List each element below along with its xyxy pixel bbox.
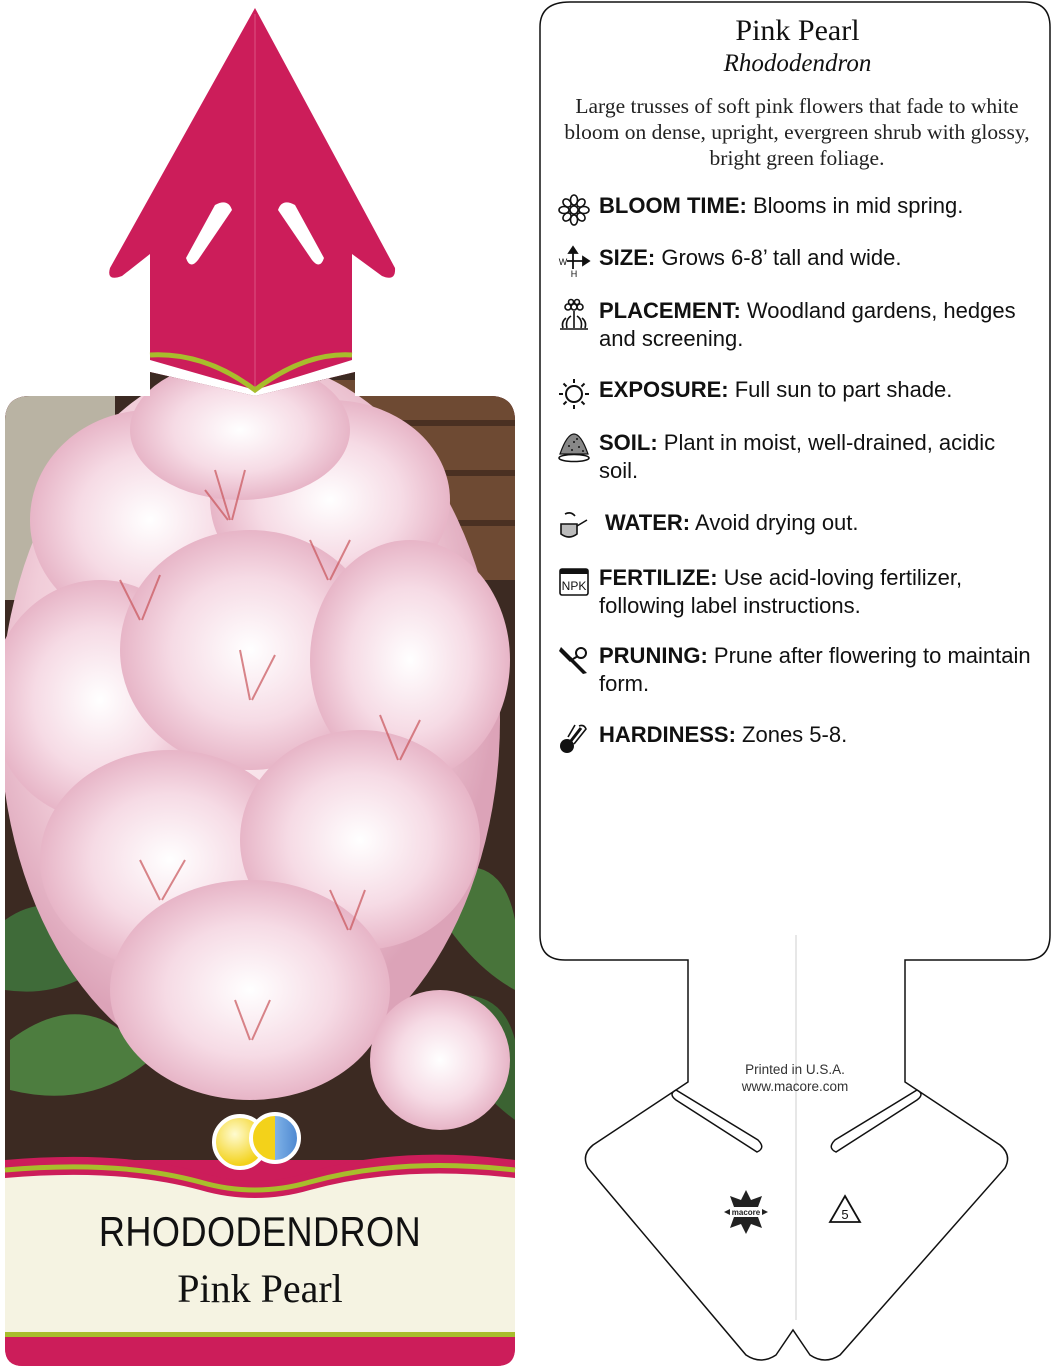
back-slot-right <box>831 1090 921 1152</box>
care-hardiness <box>557 721 1037 749</box>
care-label: HARDINESS: <box>599 722 736 747</box>
soil-icon <box>557 430 591 464</box>
svg-text:5: 5 <box>841 1207 849 1222</box>
care-label: BLOOM TIME: <box>599 193 747 218</box>
back-slot-left <box>672 1090 762 1152</box>
rhododendron-photo <box>0 360 520 1170</box>
care-placement <box>557 297 1037 353</box>
care-label: SIZE: <box>599 245 656 270</box>
care-text: Plant in moist, well-drained, acidic soil. <box>599 430 996 483</box>
care-soil <box>557 429 1037 485</box>
front-tag-arrow-top <box>109 8 395 392</box>
watering-can-icon <box>557 510 591 544</box>
care-label: EXPOSURE: <box>599 377 729 402</box>
front-genus-name: RHODODENDRON <box>98 1208 422 1255</box>
care-text: Blooms in mid spring. <box>753 193 964 218</box>
care-text: Grows 6-8’ tall and wide. <box>661 245 902 270</box>
back-subtitle: Rhododendron <box>723 50 872 77</box>
back-title: Pink Pearl <box>735 14 860 47</box>
care-label: PRUNING: <box>599 643 708 668</box>
care-fertilize <box>557 564 1037 620</box>
care-label: FERTILIZE: <box>599 565 718 590</box>
pruners-icon <box>557 643 591 677</box>
care-label: PLACEMENT: <box>599 298 741 323</box>
printed-in-usa: Printed in U.S.A. <box>745 1062 845 1077</box>
care-text: Prune after flowering to maintain form. <box>599 643 1031 696</box>
care-pruning <box>557 642 1037 698</box>
care-water <box>557 509 1037 537</box>
care-exposure <box>557 376 1037 404</box>
svg-text:W: W <box>558 257 568 267</box>
care-text: Full sun to part shade. <box>734 377 953 402</box>
front-cultivar-name: Pink Pearl <box>177 1266 343 1311</box>
front-name-panel <box>5 1155 515 1366</box>
thermometer-icon <box>557 722 591 756</box>
care-text: Use acid-loving fertilizer, following label instructions. <box>599 565 963 618</box>
care-label: WATER: <box>605 510 691 535</box>
sun-icon <box>557 377 591 411</box>
back-description: Large trusses of soft pink flowers that fade to white bloom on dense, upright, evergreen shrub with glossy, bright green foliage. <box>564 94 1030 170</box>
sun-exposure-dots <box>214 1114 299 1168</box>
svg-text:macore: macore <box>731 1208 761 1217</box>
svg-text:H: H <box>570 269 578 279</box>
fertilizer-icon <box>557 565 591 599</box>
recycle-5-icon <box>830 1196 860 1222</box>
website-url: www.macore.com <box>741 1079 849 1094</box>
care-text: Avoid drying out. <box>695 510 859 535</box>
flower-icon <box>557 193 591 227</box>
care-label: SOIL: <box>599 430 658 455</box>
macore-logo-icon <box>724 1190 768 1234</box>
care-size <box>557 244 1037 279</box>
care-text: Zones 5-8. <box>742 722 848 747</box>
garden-plants-icon <box>557 298 591 332</box>
care-bloom-time <box>557 192 1037 220</box>
svg-text:NPK: NPK <box>561 579 587 593</box>
care-text: Woodland gardens, hedges and screening. <box>599 298 1016 351</box>
size-arrows-icon <box>557 245 591 279</box>
